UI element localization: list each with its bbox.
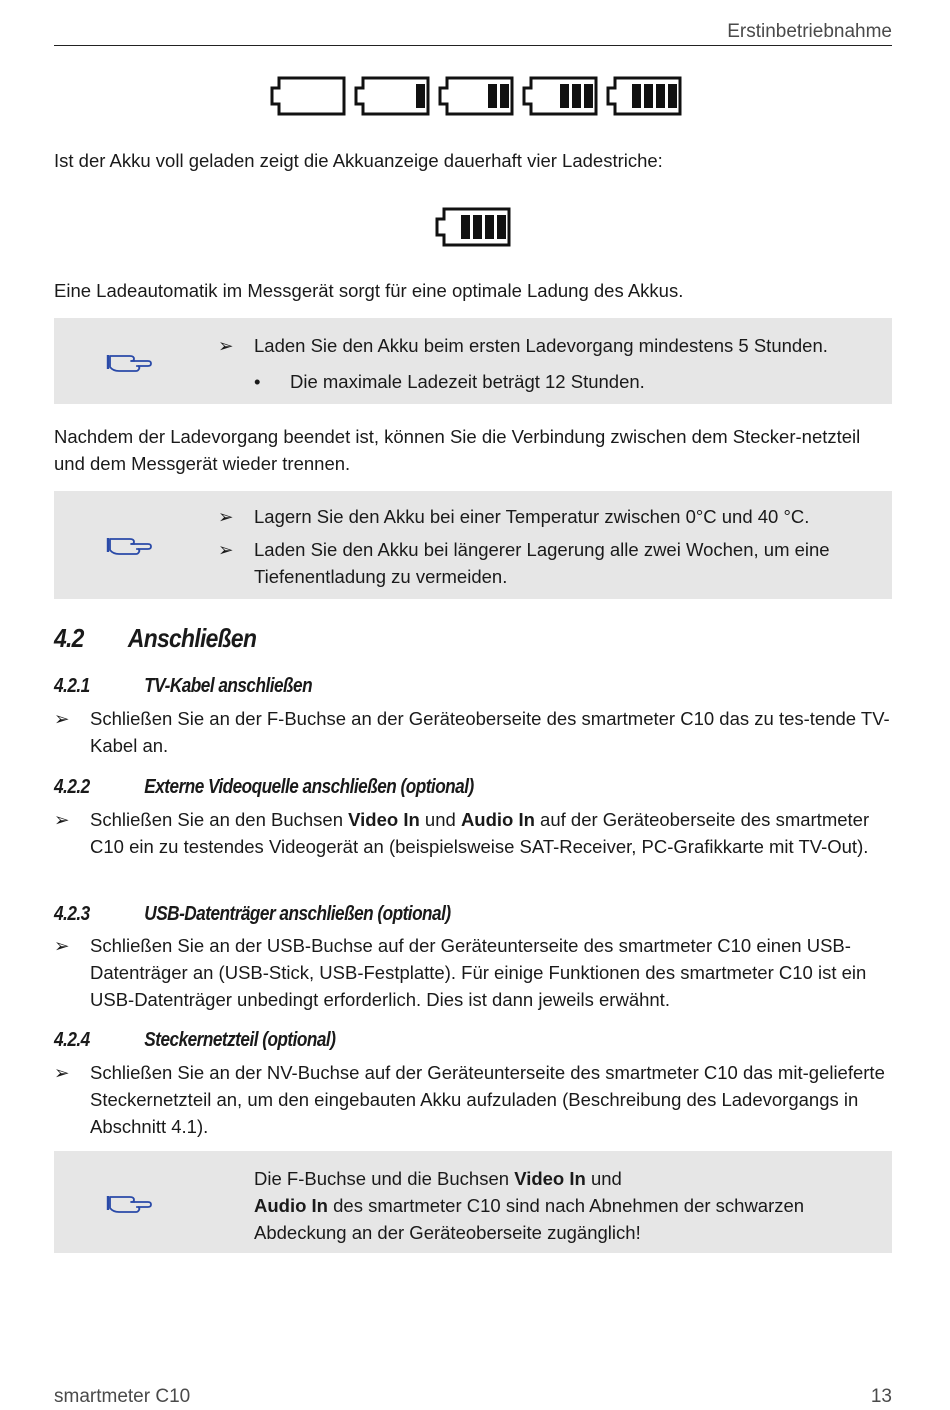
subsection-heading-1: 4.2.1 TV-Kabel anschließen <box>54 675 313 697</box>
arrow-marker: ➢ <box>218 506 234 527</box>
battery-charge-bar <box>461 215 470 239</box>
battery-full-icon <box>435 207 511 247</box>
battery-level-4-icon <box>435 207 511 247</box>
manual-page <box>54 0 892 1407</box>
battery-charge-bar <box>485 215 494 239</box>
subsection-heading-3: 4.2.3 USB-Datenträger anschließen (optional) <box>54 903 451 925</box>
arrow-marker: ➢ <box>54 809 70 830</box>
note1-step: ➢ Laden Sie den Akku beim ersten Ladevorgang mindestens 5 Stunden. <box>218 332 886 359</box>
step-power-adapter: ➢ Schließen Sie an der NV-Buchse auf der Geräteunterseite des smartmeter C10 das mit-gelieferte Steckernetzteil an, um den eingebauten Akku aufzuladen (Beschreibung des Ladevorgangs in Abschnitt 4.1). <box>54 1059 892 1140</box>
note2-step-2: ➢ Laden Sie den Akku bei längerer Lagerung alle zwei Wochen, um eine Tiefenentladung zu vermeiden. <box>218 536 886 590</box>
note-box-3 <box>54 1151 892 1253</box>
note1-bullet: • Die maximale Ladezeit beträgt 12 Stunden. <box>218 368 886 395</box>
footer-product: smartmeter C10 <box>54 1386 191 1407</box>
battery-level-1-icon <box>354 76 430 116</box>
note-box-1 <box>54 318 892 404</box>
note2-step-1: ➢ Lagern Sie den Akku bei einer Temperatur zwischen 0°C und 40 °C. <box>218 503 886 530</box>
section-heading: 4.2 Anschließen <box>54 623 257 653</box>
battery-level-2-icon <box>438 76 514 116</box>
battery-charge-bar <box>497 215 506 239</box>
arrow-marker: ➢ <box>54 708 70 729</box>
battery-charge-bar <box>656 84 665 108</box>
battery-charge-bar <box>572 84 581 108</box>
subsection-heading-4: 4.2.4 Steckernetzteil (optional) <box>54 1029 336 1051</box>
footer-page-number: 13 <box>870 1386 892 1407</box>
note3-text: Die F-Buchse und die Buchsen Video In und Audio In des smartmeter C10 sind nach Abnehmen der schwarzen Abdeckung an der Geräteoberseite zugänglich! <box>254 1168 805 1243</box>
battery-charge-bar <box>416 84 425 108</box>
step-video-source: ➢ Schließen Sie an den Buchsen Video In und Audio In auf der Geräteoberseite des smartmeter C10 ein zu testendes Videogerät an (beispielsweise SAT-Receiver, PC-Grafikkarte mit TV-Out). <box>54 806 892 860</box>
arrow-marker: ➢ <box>54 1062 70 1083</box>
battery-sequence <box>270 76 682 116</box>
note-box-2 <box>54 491 892 599</box>
pointing-hand-icon <box>106 529 152 557</box>
arrow-marker: ➢ <box>218 335 234 356</box>
battery-charge-bar <box>500 84 509 108</box>
step-usb-storage: ➢ Schließen Sie an der USB-Buchse auf der Geräteunterseite des smartmeter C10 einen USB-Datenträger an (USB-Stick, USB-Festplatte). Für einige Funktionen des smartmeter C10 ist ein USB-Datenträger unbedingt erforderlich. Dies ist dann jeweils erwähnt. <box>54 932 892 1013</box>
header-title: Erstinbetriebnahme <box>727 21 892 42</box>
step-tv-cable: ➢ Schließen Sie an der F-Buchse an der Geräteoberseite des smartmeter C10 das zu tes-tende TV-Kabel an. <box>54 705 892 759</box>
para-disconnect: Nachdem der Ladevorgang beendet ist, können Sie die Verbindung zwischen dem Stecker-netzteil und dem Messgerät wieder trennen. <box>54 426 861 474</box>
arrow-marker: ➢ <box>54 935 70 956</box>
bullet-marker: • <box>254 371 261 392</box>
subsection-heading-2: 4.2.2 Externe Videoquelle anschließen (optional) <box>54 776 474 798</box>
battery-level-4-icon <box>606 76 682 116</box>
pointing-hand-icon <box>106 346 152 374</box>
battery-charge-bar <box>584 84 593 108</box>
battery-charge-bar <box>668 84 677 108</box>
arrow-marker: ➢ <box>218 539 234 560</box>
para-auto: Eine Ladeautomatik im Messgerät sorgt für eine optimale Ladung des Akkus. <box>54 280 684 301</box>
header-rule <box>54 45 892 46</box>
battery-charge-bar <box>560 84 569 108</box>
para-full-charge: Ist der Akku voll geladen zeigt die Akkuanzeige dauerhaft vier Ladestriche: <box>54 150 663 171</box>
battery-level-3-icon <box>522 76 598 116</box>
pointing-hand-icon <box>106 1187 152 1215</box>
battery-charge-bar <box>632 84 641 108</box>
battery-level-0-icon <box>270 76 346 116</box>
battery-charge-bar <box>644 84 653 108</box>
battery-charge-bar <box>488 84 497 108</box>
battery-charge-bar <box>473 215 482 239</box>
